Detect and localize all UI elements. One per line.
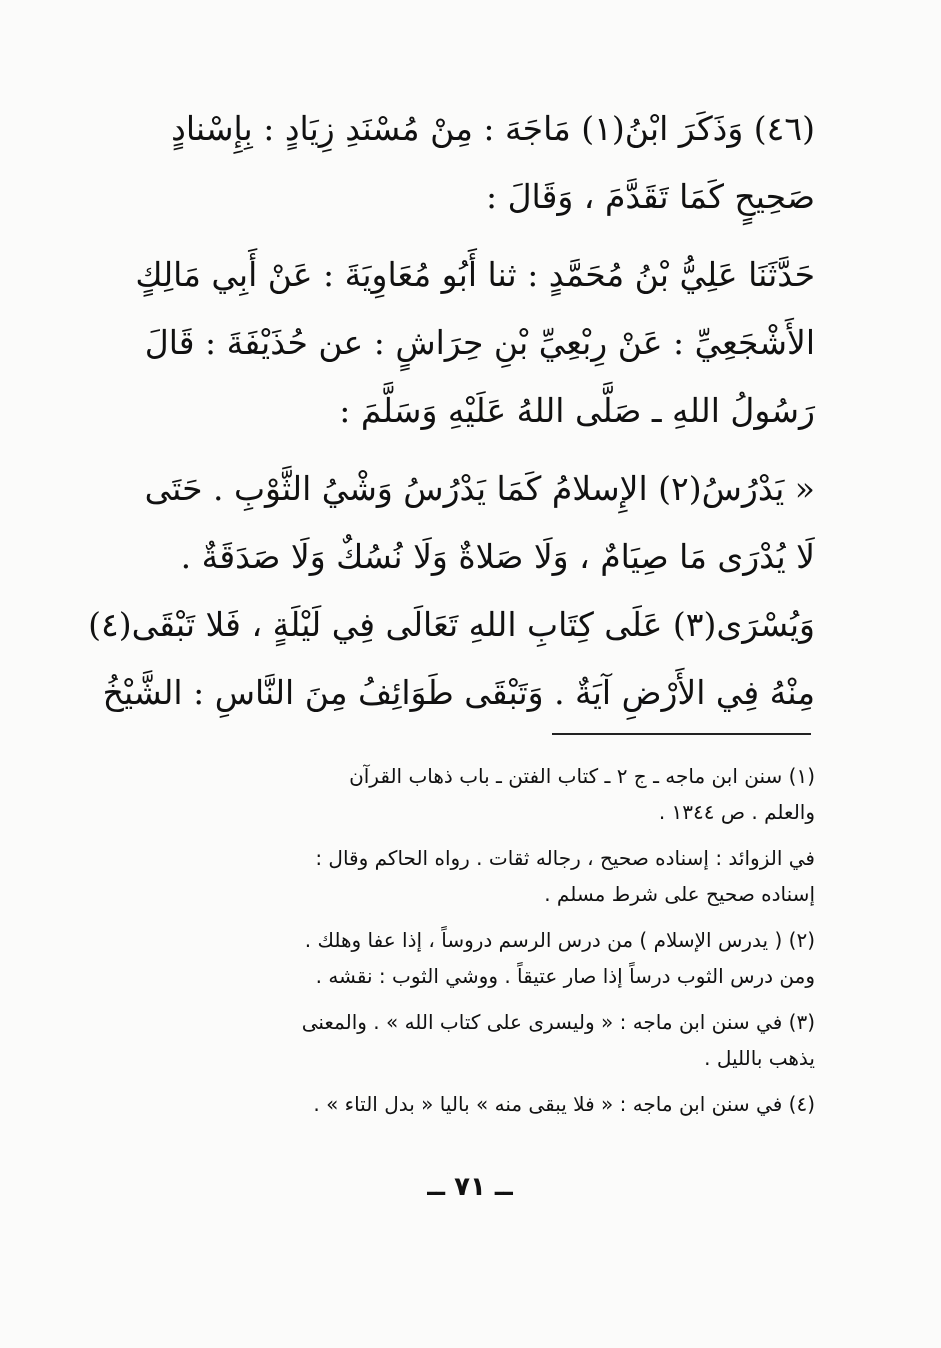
footnote-gap: [140, 994, 815, 1004]
paragraph-gap: [155, 445, 815, 455]
footnote-line: (٢) ( يدرس الإسلام ) من درس الرسم دروساً ، إذا عفا وهلك .: [304, 928, 815, 952]
text-line: (٤٦) وَذَكَرَ ابْنُ(١) مَاجَهَ : مِنْ مُسْنَدِ زِيَادٍ : بِإِسْنادٍ: [171, 109, 815, 148]
footnote-gap: [140, 1076, 815, 1086]
text-line: الأَشْجَعِيِّ : عَنْ رِبْعِيِّ بْنِ حِرَاشٍ : عن حُذَيْفَةَ : قَالَ: [144, 323, 815, 362]
footnote-line: (٣) في سنن ابن ماجه : « وليسرى على كتاب الله » . والمعنى: [301, 1010, 815, 1034]
text-line: « يَدْرُسُ(٢) الإِسلامُ كَمَا يَدْرُسُ وَشْيُ الثَّوْبِ . حَتَى: [144, 469, 815, 508]
text-line: حَدَّثَنَا عَلِيُّ بْنُ مُحَمَّدٍ : ثنا أَبُو مُعَاوِيَةَ : عَنْ أَبِي مَالِكٍ: [135, 255, 815, 294]
footnote-gap: [140, 912, 815, 922]
footnote-line: (٤) في سنن ابن ماجه : « فلا يبقى منه » باليا « بدل التاء » .: [313, 1092, 815, 1116]
paragraph-gap: [155, 231, 815, 241]
footnote-line: ومن درس الثوب درساً إذا صار عتيقاً . ووشي الثوب : نقشه .: [315, 964, 815, 988]
footnote-gap: [140, 830, 815, 840]
footnote-line: إسناده صحيح على شرط مسلم .: [544, 882, 815, 906]
text-line: رَسُولُ اللهِ ـ صَلَّى اللهُ عَلَيْهِ وَسَلَّمَ :: [339, 391, 815, 430]
footnote-divider: [552, 733, 811, 735]
text-line: وَيُسْرَى(٣) عَلَى كِتَابِ اللهِ تَعَالَى فِي لَيْلَةٍ ، فَلا تَبْقَى(٤): [88, 605, 815, 644]
main-text-block: [88, 95, 815, 727]
footnotes-block: [140, 758, 815, 1122]
footnote-line: في الزوائد : إسناده صحيح ، رجاله ثقات . رواه الحاكم وقال :: [315, 846, 815, 870]
page-number: ــ ٧١ ــ: [427, 1172, 513, 1202]
footnote-line: (١) سنن ابن ماجه ـ ج ٢ ـ كتاب الفتن ـ باب ذهاب القرآن: [349, 764, 815, 788]
text-line: مِنْهُ فِي الأَرْضِ آيَةٌ . وَتَبْقَى طَوَائِفُ مِنَ النَّاسِ : الشَّيْخُ: [102, 673, 815, 712]
text-line: لَا يُدْرَى مَا صِيَامٌ ، وَلَا صَلاةٌ وَلَا نُسُكٌ وَلَا صَدَقَةٌ .: [180, 537, 815, 576]
footnote-line: يذهب بالليل .: [704, 1046, 815, 1070]
footnote-line: والعلم . ص ١٣٤٤ .: [658, 800, 815, 824]
text-line: صَحِيحٍ كَمَا تَقَدَّمَ ، وَقَالَ :: [485, 177, 815, 216]
